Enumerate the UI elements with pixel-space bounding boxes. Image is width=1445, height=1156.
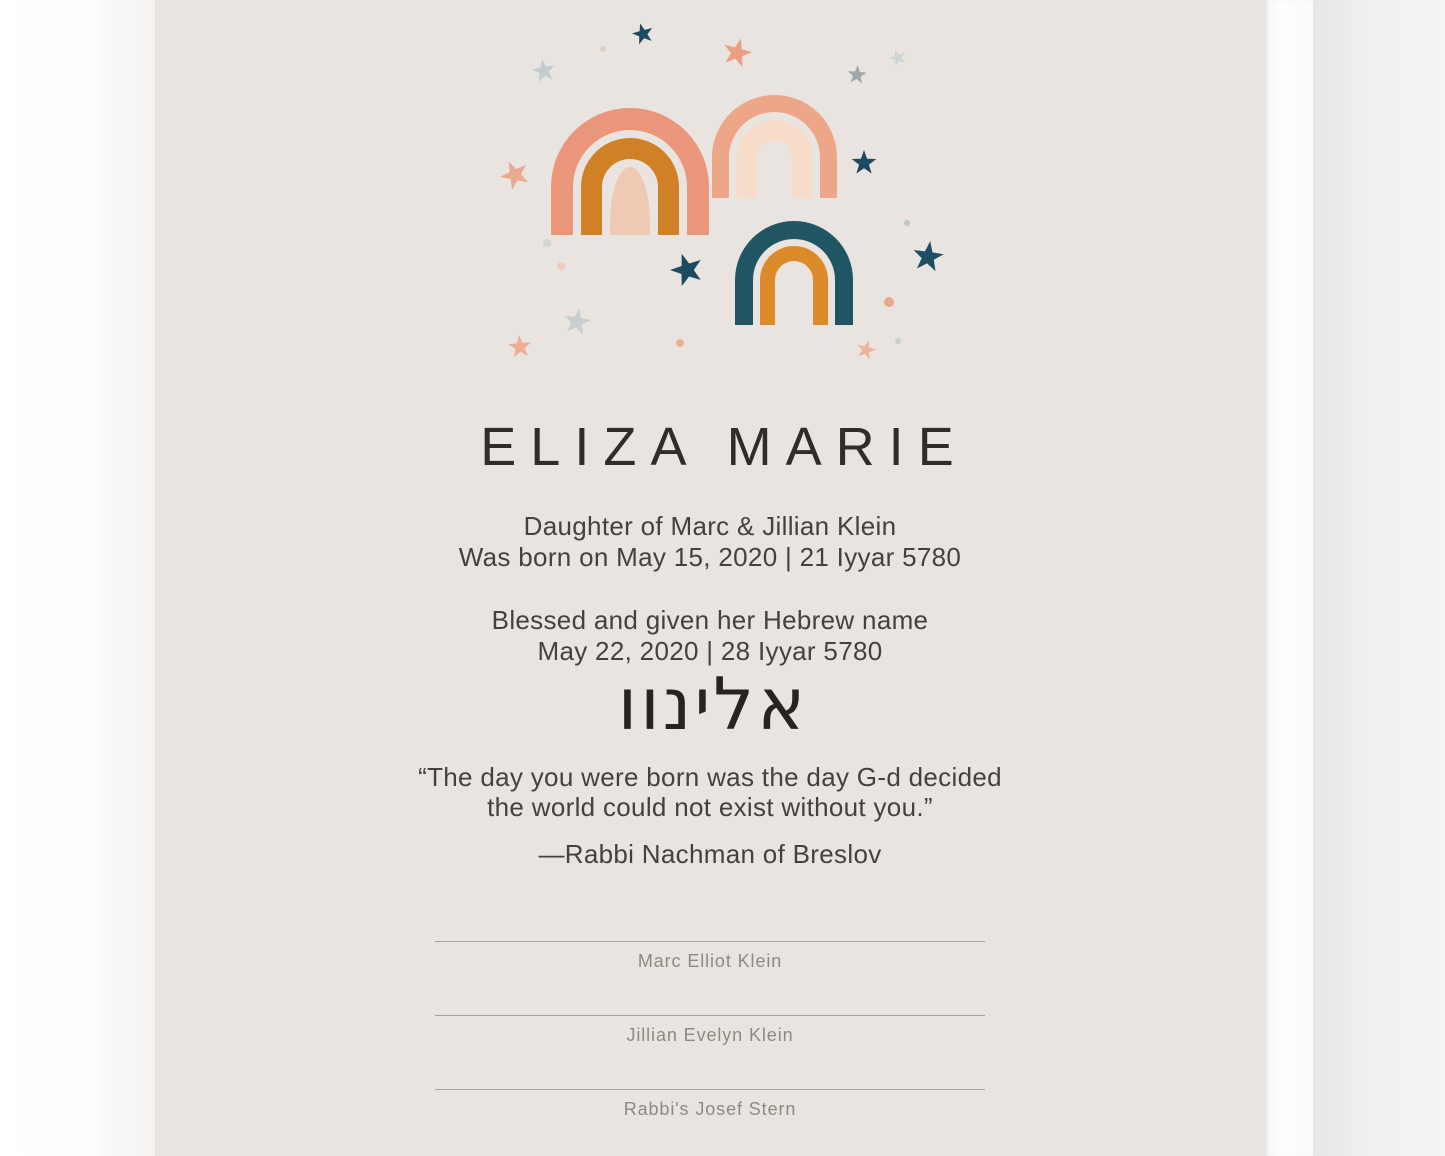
star-icon bbox=[630, 21, 656, 47]
star-icon bbox=[498, 158, 532, 192]
dot bbox=[543, 239, 551, 247]
hebrew-name: אלינוו bbox=[617, 662, 809, 746]
star-icon bbox=[854, 338, 878, 362]
signature-row-rabbi bbox=[435, 1089, 985, 1120]
dot bbox=[904, 220, 910, 226]
paper-right-edge bbox=[1265, 0, 1313, 1156]
signature-label: Rabbi's Josef Stern bbox=[623, 1099, 797, 1119]
rainbow-arch bbox=[737, 120, 812, 198]
signature-line bbox=[435, 1089, 985, 1090]
rainbow bbox=[712, 95, 837, 198]
dot bbox=[600, 46, 606, 52]
signature-row-father bbox=[435, 941, 985, 972]
parents-line: Daughter of Marc & Jillian Klein bbox=[523, 511, 897, 541]
star-icon bbox=[668, 251, 706, 289]
blessing-line: Blessed and given her Hebrew name bbox=[491, 605, 929, 635]
baby-name-title: ELIZA MARIE bbox=[480, 417, 968, 477]
signature-line bbox=[435, 941, 985, 942]
star-icon bbox=[910, 239, 946, 275]
background-right bbox=[1313, 0, 1445, 1156]
quote-attribution: —Rabbi Nachman of Breslov bbox=[538, 839, 882, 869]
star-icon bbox=[887, 47, 909, 69]
signature-line bbox=[435, 1015, 985, 1016]
star-icon bbox=[506, 333, 534, 361]
quote-line-1: “The day you were born was the day G-d decided bbox=[418, 762, 1002, 792]
star-icon bbox=[849, 148, 879, 178]
star-icon bbox=[845, 63, 869, 87]
dot bbox=[557, 262, 565, 270]
signature-row-mother bbox=[435, 1015, 985, 1046]
birth-date-line: Was born on May 15, 2020 | 21 Iyyar 5780 bbox=[458, 542, 962, 572]
rainbow bbox=[735, 221, 853, 325]
dot bbox=[676, 339, 684, 347]
hebrew-date-line: May 22, 2020 | 28 Iyyar 5780 bbox=[537, 636, 883, 666]
star-icon bbox=[720, 36, 754, 70]
rainbow bbox=[551, 108, 709, 235]
star-icon bbox=[561, 306, 593, 338]
signature-label: Jillian Evelyn Klein bbox=[626, 1025, 794, 1045]
dot bbox=[895, 338, 901, 344]
quote-line-2: the world could not exist without you.” bbox=[487, 792, 933, 822]
signature-label: Marc Elliot Klein bbox=[637, 951, 783, 971]
star-icon bbox=[530, 57, 558, 85]
dot bbox=[884, 297, 894, 307]
rainbow-arch bbox=[760, 246, 828, 325]
